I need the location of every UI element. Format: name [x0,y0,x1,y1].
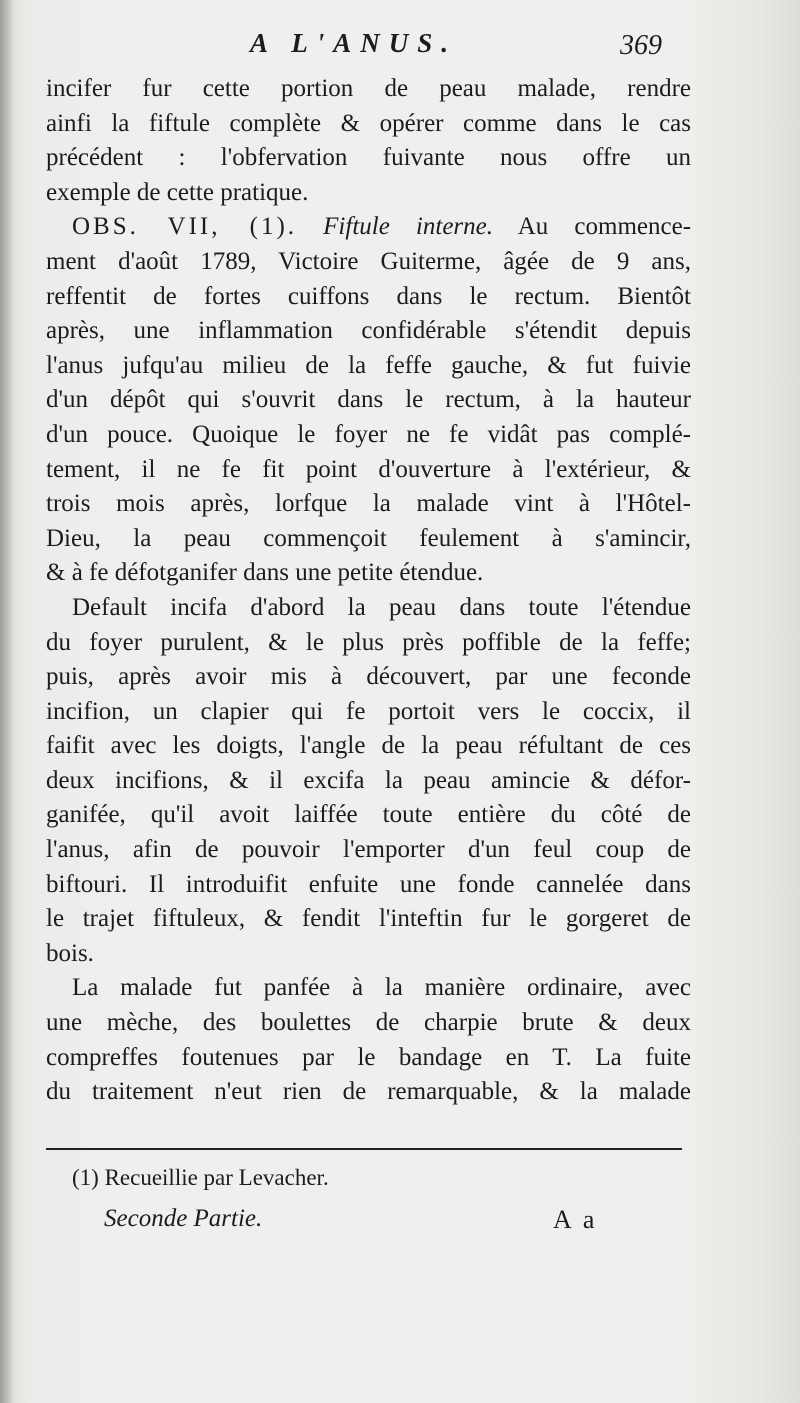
text-line: & à fe défotganifer dans une petite étendue. [46,559,484,587]
observation-title: Fiftule interne. [323,213,493,241]
text-line: ainfi la fiftule complète & opérer comme dans le cas [46,109,691,137]
text-line: exemple de cette pratique. [46,178,309,206]
gutter-shadow [0,0,14,1403]
observation-heading-line [46,210,691,245]
text-line: reffentit de fortes cuiffons dans le rectum. Bientôt [46,282,691,310]
page-number: 369 [620,30,662,61]
text-line: La malade fut panfée à la manière ordinaire, avec [72,974,691,1002]
footnote: (1) Recueillie par Levacher. [72,1165,329,1190]
text-line: du foyer purulent, & le plus près poffible de la feffe; [46,628,691,656]
text-line: biftouri. Il introduifit enfuite une fonde cannelée dans [46,870,691,898]
paragraph-3 [46,591,691,972]
observation-lead: Au commence- [517,213,692,241]
text-line: après, une inflammation confidérable s'étendit depuis [46,317,691,345]
text-line: du traitement n'eut rien de remarquable, & la malade [46,1078,691,1106]
text-line: d'un dépôt qui s'ouvrit dans le rectum, à la hauteur [46,386,691,414]
signature-mark: A a [553,1205,598,1234]
text-line: tement, il ne fe fit point d'ouverture à l'extérieur, & [46,455,691,483]
text-line: incifer fur cette portion de peau malade, rendre [46,75,691,102]
paragraph-1 [46,72,691,210]
text-line: incifion, un clapier qui fe portoit vers le coccix, il [46,697,691,725]
text-line: trois mois après, lorfque la malade vint à l'Hôtel- [46,490,691,518]
text-line: d'un pouce. Quoique le foyer ne fe vidât pas complé- [46,420,691,448]
text-line: Dieu, la peau commençoit feulement à s'amincir, [46,524,691,552]
text-line: l'anus, afin de pouvoir l'emporter d'un feul coup de [46,836,691,864]
text-line: l'anus jufqu'au milieu de la feffe gauche, & fut fuivie [46,351,691,379]
text-line: Default incifa d'abord la peau dans toute l'étendue [72,593,691,621]
paragraph-4 [46,971,691,1109]
text-line: précédent : l'obfervation fuivante nous offre un [46,144,691,172]
text-line: deux incifions, & il excifa la peau amincie & défor- [46,766,691,794]
signature-title: Seconde Partie. [104,1205,263,1232]
paragraph-2 [46,210,691,591]
text-line: ment d'août 1789, Victoire Guiterme, âgée de 9 ans, [46,247,691,275]
text-line: compreffes foutenues par le bandage en T. La fuite [46,1043,691,1071]
text-line: une mèche, des boulettes de charpie brute & deux [46,1009,691,1037]
body-text [46,72,691,1110]
text-line: bois. [46,939,94,967]
text-line: puis, après avoir mis à découvert, par une feconde [46,663,691,691]
running-title: A L'ANUS. [250,28,458,58]
text-line: ganifée, qu'il avoit laiffée toute entière du côté de [46,801,691,829]
running-head [0,28,800,68]
text-line: faifit avec les doigts, l'angle de la peau réfultant de ces [46,732,691,760]
footnote-rule [46,1148,682,1150]
text-line: le trajet fiftuleux, & fendit l'inteftin fur le gorgeret de [46,905,691,933]
observation-label: OBS. VII, (1). [72,213,298,241]
